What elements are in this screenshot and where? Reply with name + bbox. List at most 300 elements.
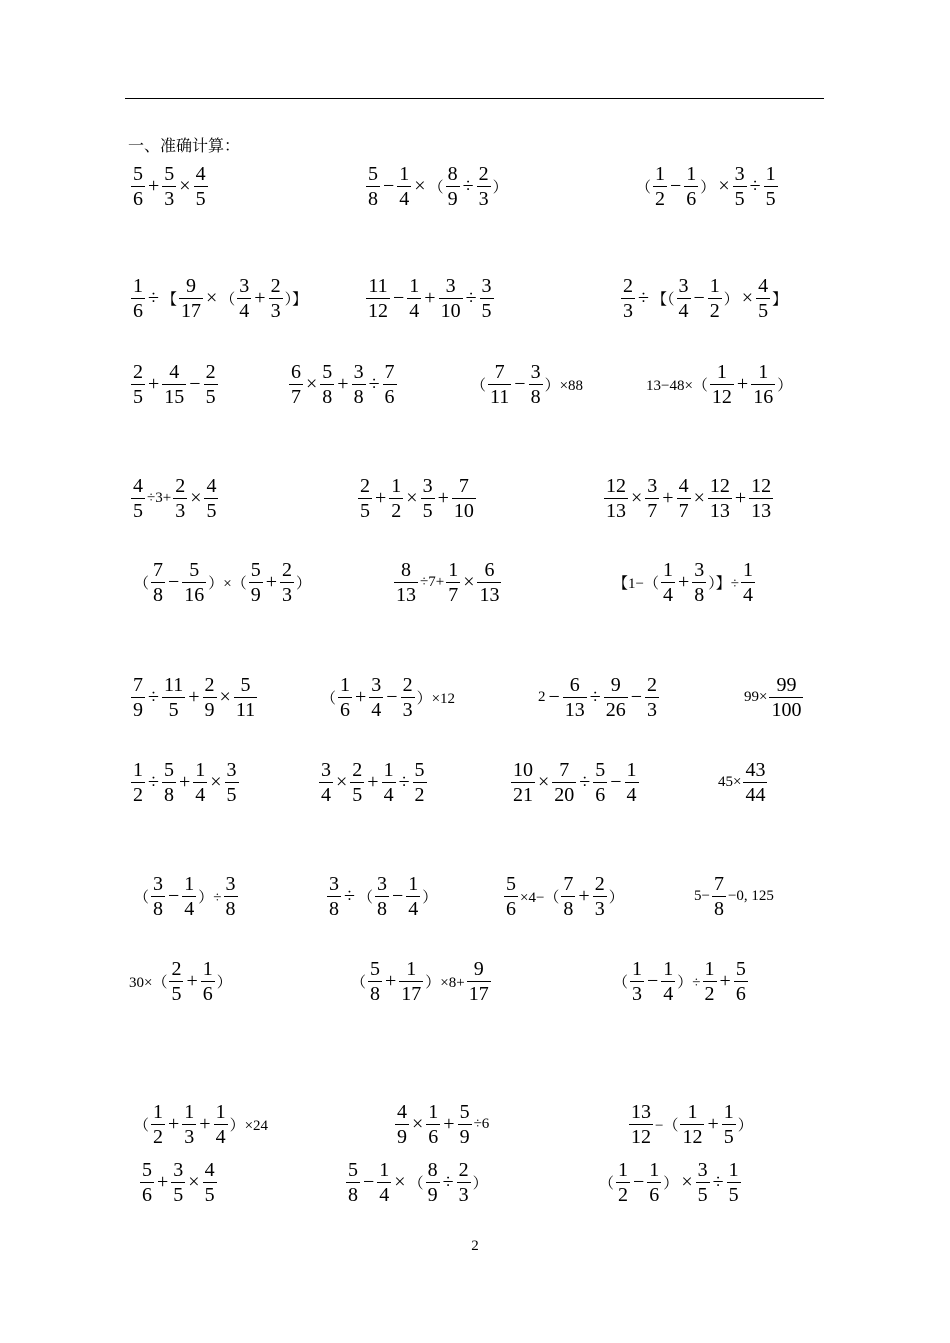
- denominator: 5: [204, 1183, 215, 1206]
- operator: ÷: [749, 174, 761, 197]
- numerator: 3: [321, 758, 331, 781]
- fraction: [480, 274, 494, 323]
- denominator: 8: [225, 897, 236, 920]
- fraction: [131, 758, 145, 807]
- operator: −: [693, 286, 705, 309]
- expression-text: −（: [655, 1117, 679, 1134]
- fraction: [439, 274, 463, 323]
- math-expression: [318, 750, 428, 814]
- expression-text: 45×: [718, 773, 742, 790]
- denominator: 20: [554, 783, 575, 806]
- denominator: 4: [408, 897, 419, 920]
- operator: −: [633, 1170, 645, 1193]
- denominator: 7: [647, 499, 658, 522]
- fraction: [741, 558, 755, 607]
- operator: +: [168, 1112, 180, 1135]
- expression-text: 5−: [694, 887, 710, 904]
- numerator: 1: [716, 360, 727, 383]
- numerator: 2: [647, 673, 658, 696]
- numerator: 5: [133, 162, 143, 185]
- fraction: [769, 673, 803, 722]
- fraction: [346, 1158, 360, 1207]
- denominator: 5: [422, 499, 433, 522]
- numerator: 1: [709, 274, 720, 297]
- numerator: 2: [623, 274, 633, 297]
- numerator: 5: [459, 1100, 470, 1123]
- fraction: [182, 872, 196, 921]
- operator: ÷: [579, 770, 591, 793]
- denominator: 7: [448, 583, 459, 606]
- denominator: 5: [226, 783, 237, 806]
- denominator: 6: [506, 897, 516, 920]
- math-expression: [130, 352, 219, 416]
- math-expression: [357, 466, 477, 530]
- numerator: 2: [205, 360, 216, 383]
- denominator: 8: [163, 783, 174, 806]
- denominator: 5: [206, 499, 217, 522]
- section-heading: 一、准确计算：: [128, 138, 241, 155]
- denominator: 4: [383, 783, 394, 806]
- fraction: [320, 360, 334, 409]
- operator: +: [186, 969, 198, 992]
- fraction: [269, 274, 283, 323]
- fraction: [708, 274, 722, 323]
- fraction: [169, 957, 183, 1006]
- operator: −: [548, 685, 560, 708]
- numerator: 4: [204, 1158, 215, 1181]
- fraction: [352, 360, 366, 409]
- denominator: 12: [631, 1125, 651, 1148]
- fraction: [593, 872, 607, 921]
- fraction: [477, 558, 501, 607]
- denominator: 12: [711, 385, 732, 408]
- numerator: 2: [133, 360, 143, 383]
- expression-text: （: [220, 291, 236, 308]
- fraction: [182, 558, 206, 607]
- numerator: 2: [282, 558, 293, 581]
- numerator: 7: [133, 673, 143, 696]
- operator: ×: [306, 372, 318, 395]
- math-expression: [693, 864, 775, 928]
- numerator: 1: [662, 558, 673, 581]
- operator: ÷: [368, 372, 380, 395]
- numerator: 3: [173, 1158, 184, 1181]
- denominator: 2: [704, 982, 715, 1005]
- operator: ×: [190, 486, 202, 509]
- denominator: 8: [370, 982, 381, 1005]
- fraction: [204, 360, 218, 409]
- numerator: 5: [370, 957, 381, 980]
- denominator: 13: [479, 583, 500, 606]
- numerator: 1: [215, 1100, 226, 1123]
- fraction: [504, 872, 518, 921]
- fraction: [162, 162, 176, 211]
- fraction: [399, 957, 423, 1006]
- denominator: 6: [595, 783, 606, 806]
- fraction: [488, 360, 511, 409]
- numerator: 12: [606, 474, 626, 497]
- operator: ×: [406, 486, 418, 509]
- fraction: [446, 558, 460, 607]
- numerator: 4: [133, 474, 143, 497]
- denominator: 8: [153, 583, 164, 606]
- numerator: 1: [202, 957, 213, 980]
- fraction: [645, 474, 659, 523]
- expression-text: ）÷: [198, 889, 222, 906]
- math-expression: [645, 352, 793, 416]
- math-expression: [130, 154, 209, 218]
- numerator: 1: [153, 1100, 164, 1123]
- operator: −: [386, 685, 398, 708]
- numerator: 7: [713, 872, 724, 895]
- fraction: [173, 474, 187, 523]
- numerator: 1: [195, 758, 206, 781]
- math-expression: [350, 949, 492, 1013]
- fraction: [394, 558, 418, 607]
- denominator: 5: [697, 1183, 708, 1206]
- numerator: 1: [383, 758, 394, 781]
- operator: ÷: [638, 286, 649, 309]
- numerator: 9: [186, 274, 196, 297]
- denominator: 9: [447, 187, 458, 210]
- denominator: 9: [250, 583, 261, 606]
- numerator: 3: [371, 673, 382, 696]
- denominator: 9: [204, 698, 215, 721]
- fraction: [696, 1158, 710, 1207]
- operator: +: [148, 174, 160, 197]
- denominator: 4: [663, 982, 674, 1005]
- numerator: 4: [758, 274, 769, 297]
- numerator: 6: [484, 558, 495, 581]
- numerator: 5: [164, 162, 175, 185]
- fraction: [446, 162, 460, 211]
- denominator: 4: [321, 783, 331, 806]
- numerator: 4: [678, 474, 689, 497]
- denominator: 4: [239, 299, 250, 322]
- fraction: [350, 758, 364, 807]
- numerator: 1: [649, 1158, 660, 1181]
- operator: ×: [394, 1170, 406, 1193]
- fraction: [677, 474, 691, 523]
- denominator: 26: [605, 698, 626, 721]
- operator: ×: [693, 486, 705, 509]
- numerator: 4: [397, 1100, 407, 1123]
- numerator: 5: [240, 673, 251, 696]
- math-expression: [635, 154, 779, 218]
- numerator: 1: [184, 872, 195, 895]
- numerator: 2: [478, 162, 489, 185]
- denominator: 21: [513, 783, 533, 806]
- expression-text: 2: [538, 688, 546, 705]
- denominator: 17: [181, 299, 201, 322]
- numerator: 3: [697, 1158, 708, 1181]
- denominator: 4: [195, 783, 206, 806]
- denominator: 13: [606, 499, 626, 522]
- fraction: [375, 872, 389, 921]
- denominator: 9: [459, 1125, 470, 1148]
- numerator: 1: [765, 162, 776, 185]
- denominator: 3: [458, 1183, 469, 1206]
- numerator: 8: [401, 558, 411, 581]
- math-expression: [288, 352, 398, 416]
- math-expression: [743, 665, 804, 729]
- expression-text: ）: [723, 291, 739, 308]
- expression-text: 【1−（: [613, 575, 659, 592]
- fraction: [203, 1158, 217, 1207]
- denominator: 100: [771, 698, 802, 721]
- operator: +: [157, 1170, 169, 1193]
- denominator: 3: [632, 982, 643, 1005]
- fraction: [280, 558, 294, 607]
- expression-text: ）: [663, 1175, 679, 1192]
- denominator: 4: [215, 1125, 226, 1148]
- fraction: [407, 274, 421, 323]
- operator: +: [188, 685, 200, 708]
- numerator: 1: [728, 1158, 739, 1181]
- fraction: [397, 162, 411, 211]
- numerator: 1: [704, 957, 715, 980]
- operator: ×: [741, 286, 754, 309]
- denominator: 5: [168, 698, 179, 721]
- operator: ÷: [344, 884, 355, 907]
- operator: ÷: [465, 286, 477, 309]
- numerator: 3: [226, 758, 237, 781]
- fraction: [426, 1158, 440, 1207]
- operator: ×: [206, 286, 218, 309]
- denominator: 5: [481, 299, 492, 322]
- operator: ×: [681, 1170, 693, 1193]
- fraction: [162, 758, 176, 807]
- denominator: 44: [745, 783, 766, 806]
- denominator: 6: [428, 1125, 439, 1148]
- numerator: 2: [270, 274, 281, 297]
- denominator: 4: [626, 783, 637, 806]
- fraction: [289, 360, 303, 409]
- header-rule: [125, 98, 824, 99]
- numerator: 11: [368, 274, 388, 297]
- expression-text: ÷6: [473, 1115, 490, 1132]
- fraction: [661, 558, 675, 607]
- expression-text: ）: [777, 377, 793, 394]
- numerator: 1: [379, 1158, 390, 1181]
- denominator: 3: [647, 698, 658, 721]
- fraction: [708, 474, 732, 523]
- denominator: 5: [205, 385, 216, 408]
- numerator: 1: [406, 957, 417, 980]
- fraction: [529, 360, 543, 409]
- denominator: 5: [758, 299, 769, 322]
- numerator: 10: [513, 758, 533, 781]
- denominator: 13: [396, 583, 416, 606]
- numerator: 43: [745, 758, 766, 781]
- numerator: 3: [377, 872, 387, 895]
- fraction: [561, 872, 575, 921]
- operator: ÷: [398, 770, 410, 793]
- math-expression: [133, 864, 239, 928]
- numerator: 2: [360, 474, 370, 497]
- math-expression: [628, 1092, 754, 1156]
- operator: +: [375, 486, 387, 509]
- numerator: 1: [632, 957, 643, 980]
- operator: ÷: [442, 1170, 454, 1193]
- numerator: 4: [169, 360, 180, 383]
- numerator: 7: [384, 360, 395, 383]
- expression-text: 】: [772, 291, 788, 308]
- fraction: [338, 673, 352, 722]
- denominator: 5: [171, 982, 182, 1005]
- fraction: [179, 274, 203, 323]
- operator: −: [393, 286, 405, 309]
- numerator: 6: [291, 360, 301, 383]
- numerator: 3: [678, 274, 689, 297]
- math-expression: [717, 750, 768, 814]
- denominator: 6: [142, 1183, 152, 1206]
- expression-text: 30×（: [129, 974, 168, 991]
- numerator: 3: [353, 360, 364, 383]
- denominator: 8: [694, 583, 705, 606]
- fraction: [151, 558, 165, 607]
- expression-text: （: [408, 1175, 424, 1192]
- expression-text: ）×88: [544, 377, 584, 394]
- fraction: [458, 1100, 472, 1149]
- denominator: 9: [397, 1125, 407, 1148]
- fraction: [756, 274, 770, 323]
- expression-text: ）: [737, 1117, 753, 1134]
- operator: −: [168, 884, 180, 907]
- fraction: [680, 1100, 704, 1149]
- fraction: [131, 474, 145, 523]
- denominator: 10: [453, 499, 474, 522]
- fraction: [426, 1100, 440, 1149]
- denominator: 4: [662, 583, 673, 606]
- numerator: 1: [340, 673, 351, 696]
- math-expression: [345, 1150, 489, 1214]
- fraction: [677, 274, 691, 323]
- expression-text: ）: [472, 1175, 488, 1192]
- denominator: 2: [414, 783, 425, 806]
- fraction: [743, 758, 767, 807]
- operator: +: [734, 486, 747, 509]
- fraction: [452, 474, 476, 523]
- fraction: [647, 1158, 661, 1207]
- denominator: 3: [594, 897, 605, 920]
- math-expression: [394, 1092, 490, 1156]
- numerator: 1: [448, 558, 459, 581]
- operator: +: [578, 884, 590, 907]
- fraction: [389, 474, 403, 523]
- fraction: [457, 1158, 471, 1207]
- numerator: 9: [473, 957, 484, 980]
- fraction: [182, 1100, 196, 1149]
- expression-text: ÷3+: [147, 489, 172, 506]
- numerator: 2: [402, 673, 413, 696]
- expression-text: ）: [422, 889, 438, 906]
- denominator: 6: [384, 385, 395, 408]
- denominator: 9: [427, 1183, 438, 1206]
- denominator: 7: [678, 499, 689, 522]
- denominator: 3: [623, 299, 633, 322]
- numerator: 1: [742, 558, 753, 581]
- expression-text: ×4−（: [520, 889, 560, 906]
- operator: +: [178, 770, 191, 793]
- fraction: [692, 558, 706, 607]
- numerator: 3: [225, 872, 236, 895]
- operator: ÷: [712, 1170, 724, 1193]
- denominator: 8: [329, 897, 339, 920]
- expression-text: （: [428, 179, 444, 196]
- fraction: [593, 758, 607, 807]
- math-expression: [365, 154, 509, 218]
- denominator: 5: [723, 1125, 734, 1148]
- operator: +: [337, 372, 349, 395]
- denominator: 2: [709, 299, 720, 322]
- numerator: 4: [206, 474, 217, 497]
- denominator: 13: [709, 499, 730, 522]
- operator: −: [189, 372, 201, 395]
- operator: ÷: [148, 286, 159, 309]
- fraction: [131, 673, 145, 722]
- expression-text: ）×12: [416, 690, 456, 707]
- numerator: 5: [322, 360, 333, 383]
- denominator: 8: [348, 1183, 358, 1206]
- denominator: 10: [440, 299, 461, 322]
- math-expression: [320, 665, 456, 729]
- denominator: 13: [751, 499, 772, 522]
- fraction: [319, 758, 333, 807]
- denominator: 8: [322, 385, 333, 408]
- fraction: [734, 957, 748, 1006]
- denominator: 8: [153, 897, 164, 920]
- fraction: [749, 474, 773, 523]
- math-expression: [365, 266, 495, 330]
- denominator: 3: [164, 187, 175, 210]
- fraction: [604, 673, 628, 722]
- expression-text: ）÷: [677, 974, 701, 991]
- numerator: 12: [751, 474, 772, 497]
- denominator: 6: [340, 698, 351, 721]
- numerator: 3: [153, 872, 164, 895]
- fraction: [733, 162, 747, 211]
- denominator: 5: [352, 783, 363, 806]
- operator: ×: [463, 570, 475, 593]
- numerator: 1: [626, 758, 637, 781]
- fraction: [193, 758, 207, 807]
- denominator: 5: [765, 187, 776, 210]
- math-expression: [620, 266, 788, 330]
- math-expression: [139, 1150, 218, 1214]
- fraction: [401, 673, 415, 722]
- numerator: 7: [563, 872, 574, 895]
- numerator: 5: [595, 758, 606, 781]
- fraction: [712, 872, 726, 921]
- denominator: 4: [678, 299, 689, 322]
- numerator: 8: [447, 162, 458, 185]
- numerator: 1: [758, 360, 769, 383]
- operator: −: [610, 770, 622, 793]
- denominator: 3: [175, 499, 186, 522]
- expression-text: ）: [492, 179, 508, 196]
- numerator: 1: [408, 872, 419, 895]
- numerator: 5: [735, 957, 746, 980]
- denominator: 3: [184, 1125, 195, 1148]
- math-expression: [130, 466, 219, 530]
- numerator: 2: [594, 872, 605, 895]
- expression-text: ）: [700, 179, 716, 196]
- math-expression: [612, 550, 756, 614]
- operator: +: [677, 570, 690, 593]
- math-expression: [503, 864, 625, 928]
- numerator: 11: [163, 673, 184, 696]
